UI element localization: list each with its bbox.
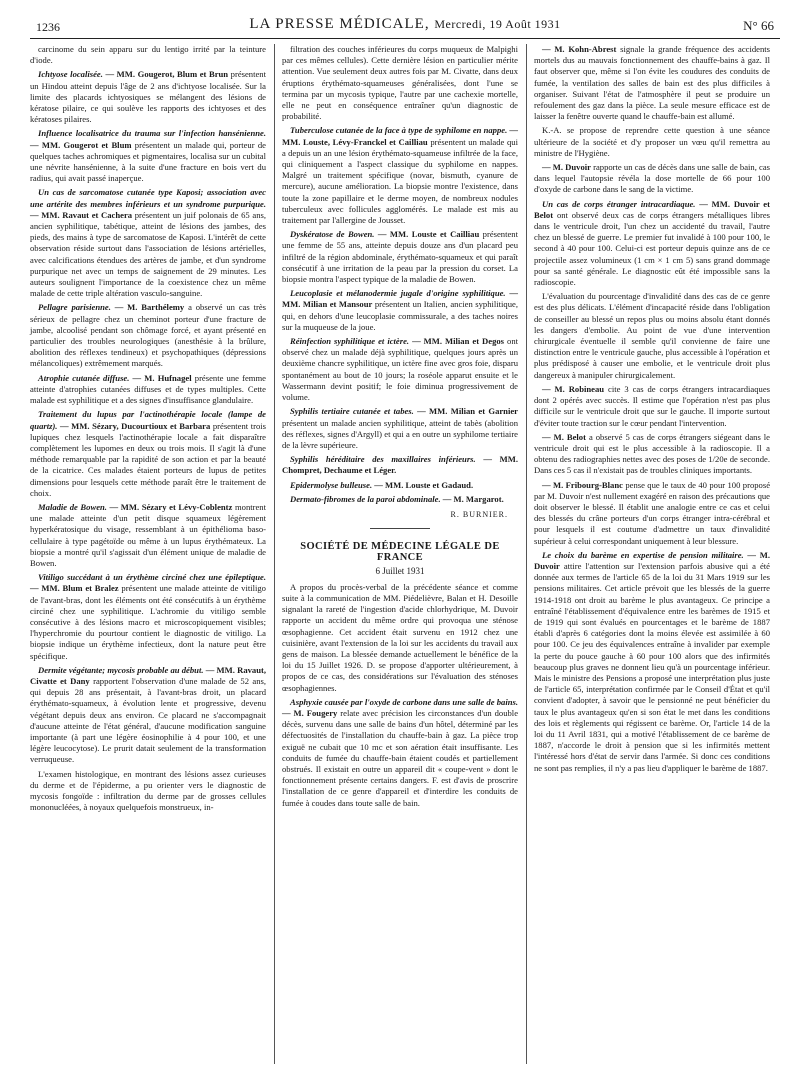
- page-number: 1236: [36, 20, 60, 34]
- masthead: [30, 16, 780, 33]
- paragraph-body: présentent un malade qui a depuis un an une lésion érythémato-squameuse infiltrée de la face, qui cliniquement a l'aspect classique du syphilome en nappes. Malgré un traitement spécifique (novar, bismuth, cyanure de mercure), aucune amélioration. La biopsie montre l'existence, dans toute la zone papillaire et le derme moyen, de nombreux nodules tuberculeux avec follicules agglomérés. Le malade est mis au traitement par l'allergine de Jousset.: [282, 136, 518, 226]
- publication-name: LA PRESSE MÉDICALE,: [249, 16, 430, 32]
- paragraph-title: Influence localisatrice du trauma sur l'infection hansénienne.: [38, 128, 266, 139]
- paragraph-title: Vitiligo succédant à un érythème circiné chez une épileptique.: [38, 572, 266, 583]
- paragraph-body: montrent une malade atteinte d'un petit disque squameux légèrement hyperkératosique du visage, ressemblant à un épithélioma baso-cellulaire à type pagétoïde ou même à un lupus érythémateux. La biopsie a montré qu'il s'agissait d'un élément unique de maladie de Bowen.: [30, 501, 266, 568]
- paragraph-body: cite 3 cas de corps étrangers intracardiaques dont 2 opérés avec succès. Il estime que l'opération n'est pas plus difficile sur le ventricule droit que sur le gauche. Il importe surtout d'éviter toute traction sur le cœur pendant l'intervention.: [534, 383, 770, 428]
- paragraph: [282, 336, 518, 403]
- paragraph-body: présentent un Hindou atteint depuis l'âge de 2 ans d'ichtyose localisée. Sur la limite des placards ichtyosiques se mélangent des lésions de kératose pilaire, ce qui soulève les rapports des ichtyoses et des kératoses pilaires.: [30, 69, 266, 125]
- newspaper-page: [30, 12, 780, 1072]
- paragraph: [282, 288, 518, 333]
- paragraph: [30, 302, 266, 369]
- paragraph: [282, 406, 518, 451]
- paragraph: [534, 550, 770, 774]
- paragraph: [30, 502, 266, 569]
- paragraph-body: signale la grande fréquence des accidents mortels dus au mauvais fonctionnement des chauffe-bains à gaz. Il faut observer que, même si l'on évite les coudures des conduits de fumée, la ventilation des salles de bain est des plus difficiles à organiser. Suivant l'état de l'atmosphère il peut se produire un refoulement des gaz dans la pièce. La seule mesure efficace est de laisser la fenêtre ouverte quand le chauffe-bain est allumé.: [534, 44, 770, 122]
- paragraph-authors: — M. Duvoir: [534, 549, 770, 571]
- paragraph-body: relate avec précision les circonstances d'un double décès, survenu dans une salle de bains d'un hôtel, déterminé par les défectuosités de l'installation du chauffe-bain à gaz. La pièce trop exiguë ne cubait que 10 mc et son aération était insuffisante. Les conduits de fumée du chauffe-bain étaient coudés et partiellement obstrués. Il existait en outre un appareil dit « coupe-vent » dont le fonctionnement présente certains dangers. F. est d'avis de proscrire l'installation de ce genre d'appareil et d'interdire les conduits de fumée à coudes dans toute salle de bain.: [282, 707, 519, 808]
- paragraph-title: Un cas de sarcomatose cutanée type Kaposi; association avec une artérite des membres inférieurs et un syndrome purpurique.: [30, 187, 266, 209]
- paragraph-title: Un cas de corps étranger intracardiaque.: [542, 198, 696, 209]
- paragraph: [30, 128, 266, 184]
- paragraph-authors: — M. Hufnagel: [132, 372, 192, 383]
- paragraph: [30, 373, 266, 407]
- paragraph-authors: — M. Belot: [542, 431, 586, 442]
- paragraph: [282, 44, 518, 122]
- paragraph-title: Epidermolyse bulleuse.: [290, 479, 373, 490]
- paragraph-body: pense que le taux de 40 pour 100 proposé par M. Duvoir n'est nullement exagéré en raison des précautions que doit observer le blessé. Il établit une analogie entre ce cas et celui des blessés du crâne porteurs d'un corps étranger intra-cérébral et pour lesquels il est coutume d'admettre un taux d'invalidité supérieur à celui correspondant uniquement à leur blessure.: [534, 479, 771, 546]
- paragraph: [30, 665, 266, 766]
- paragraph: [282, 125, 518, 226]
- article-columns: [30, 44, 780, 1072]
- paragraph: [534, 480, 770, 547]
- paragraph-body: présentent un juif polonais de 65 ans, ancien syphilitique, tabétique, atteint de lésions des jambes, des pieds, des mains à type de sarcomatose de Kaposi. L'intérêt de cette observation réside surtout dans l'association de lésions artérielles, avec calcifications étendues des artères de jambe, et d'un syndrome purpurique net avec un temps de saignement de 29 minutes. Les auteurs soulignent l'importance de la coexistence chez un même malade de cette triple altération vasculo-sanguine.: [30, 209, 266, 299]
- paragraph: [30, 69, 266, 125]
- paragraph-authors: — MM. Louste et Gadaud.: [374, 479, 474, 490]
- paragraph-body: a observé un cas très sérieux de pellagre chez un cheminot porteur d'une fracture de jambe, alcoolisé pendant son chômage forcé, et ayant présenté en particulier des troubles neurologiques (anesthésie à la brûlure, abolition des réflexes tendineux) et psychopathiques (dépressions mélancoliques) extrêmement marqués.: [30, 302, 266, 369]
- paragraph-authors: — M. Fribourg-Blanc: [542, 479, 623, 490]
- column-3: [534, 44, 770, 777]
- society-date: 6 Juillet 1931: [375, 565, 425, 576]
- paragraph-authors: — MM. Duvoir et Belot: [534, 198, 770, 220]
- paragraph-authors: — M. Kohn-Abrest: [542, 44, 617, 54]
- paragraph: [30, 572, 266, 662]
- paragraph-title: Asphyxie causée par l'oxyde de carbone dans une salle de bains.: [290, 696, 518, 707]
- paragraph-body: ont observé deux cas de corps étrangers métalliques libres dans le ventricule droit, l'un chez un accidenté du travail, l'autre chez un blessé de guerre. Le premier fut invalidé à 100 pour 100, le second à 40 pour 100. Celui-ci est porteur depuis quinze ans de ce projectile assez volumineux (1 cm × 1 cm 5) sans grand dommage pour sa santé générale. Le diagnostic eût été impossible sans la radioscopie.: [534, 209, 770, 288]
- paragraph: [282, 494, 518, 505]
- paragraph-authors: — M. Duvoir: [542, 162, 591, 173]
- paragraph-authors: — MM. Chompret, Dechaume et Léger.: [282, 454, 518, 476]
- paragraph: [534, 162, 770, 196]
- paragraph: [534, 291, 770, 381]
- paragraph-authors: — MM. Ravaut, Civatte et Dany: [30, 664, 266, 686]
- paragraph-authors: — MM. Sézary, Ducourtioux et Barbara: [60, 420, 211, 431]
- paragraph-body: carcinome du sein apparu sur du lentigo irrité par la teinture d'iode.: [30, 44, 266, 66]
- paragraph: [534, 125, 770, 159]
- paragraph: [30, 409, 266, 499]
- paragraph-title: Traitement du lupus par l'actinothérapie locale (lampe de quartz).: [30, 409, 266, 431]
- paragraph-title: Le choix du barème en expertise de pension militaire.: [542, 549, 744, 560]
- paragraph: [282, 697, 518, 809]
- paragraph-body: présentent un Italien, ancien syphilitique, qui, en dehors d'une leucoplasie commissurale, a des taches noires sur la muqueuse de la joue.: [282, 299, 518, 332]
- page-header: [30, 12, 780, 39]
- paragraph: [30, 187, 266, 299]
- paragraph-title: Réinfection syphilitique et ictère.: [290, 336, 410, 347]
- society-title: SOCIÉTÉ DE MÉDECINE LÉGALE DE FRANCE: [300, 541, 500, 564]
- column-1: [30, 44, 266, 816]
- column-divider: [274, 44, 275, 1064]
- paragraph-title: Dermite végétante; mycosis probable au début.: [38, 664, 204, 675]
- paragraph-body: attire l'attention sur l'extension parfois abusive qui a été donnée aux termes de l'article 65 de la loi du 31 Mars 1919 sur les pensions militaires. Cet article prévoit que les blessés de la guerre 1914-1918 ont droit au barème le plus avantageux. Ce principe a entraîné l'établissement d'équivalence entre les barèmes de 1915 et de 1919 qui sont évalués en pourcentages et le barème de 1887 établi d'après 6 catégories dont la moins élevée est assimilée à 60 pour 100. Ce jeu des équivalences entraîne à invalider par exemple la perte du pouce gauche à 60 pour 100 alors que des infirmités beaucoup plus graves ne donnent lieu qu'à un pourcentage inférieur. Mais le ministre des Pensions a proposé une interprétation plus juste de l'article 65, interprétation confirmée par le Conseil d'État et qu'il convient d'adopter, à savoir que le pensionné ne peut bénéficier du taux le plus avantageux qu'en si son état le met dans les conditions des lois et règlements qui régissent ce barème. Or, l'article 14 de la loi du 11 Avril 1831, qui a motivé l'établissement de ce barème de 1887, n'accorde le droit à pension que si les infirmités mettent l'intéressé hors d'état de servir dans l'armée. Si donc ces conditions ne sont pas remplies, il n'y a pas lieu d'appliquer le barème de 1887.: [534, 560, 770, 773]
- paragraph-title: Syphilis tertiaire cutanée et tabes.: [290, 406, 414, 417]
- paragraph-body: L'évaluation du pourcentage d'invalidité dans des cas de ce genre est des plus délicats. L'élément d'incapacité réside dans l'obligation de conseiller au blessé un repos plus ou moins absolu étant donnés les dangers d'embolie. Au point de vue d'une intervention chirurgicale éventuelle il semble qu'il convienne de faire une distinction entre le ventricule gauche, plus accessible à l'opération et plus prédisposé à causer une embolie, et le ventricule droit plus dangereux à manipuler chirurgicalement.: [534, 291, 770, 380]
- paragraph-authors: — M. Fougery: [282, 707, 338, 718]
- paragraph-body: présentent une malade atteinte de vitiligo de l'avant-bras, dont les éléments ont été consécutifs à un érythème circiné chez une syphilitique. L'achromie du vitiligo semble consécutive à des lésions macro et microscopiquement visibles; l'hyperchromie du pourtour contient le diagnostic de vitiligo. La biopsie indique un érythème infectieux, dont la nature peut être spécifique.: [30, 583, 266, 661]
- column-2-legal-medicine: [282, 582, 518, 809]
- paragraph-authors: — MM. Gougerot et Blum: [30, 139, 132, 150]
- paragraph-title: Ichtyose localisée.: [38, 69, 103, 80]
- paragraph-authors: — MM. Milian et Degos: [412, 336, 505, 347]
- paragraph-title: Pellagre parisienne.: [38, 302, 111, 313]
- column-divider: [526, 44, 527, 1064]
- paragraph-title: Tuberculose cutanée de la face à type de syphilome en nappe.: [290, 125, 508, 136]
- paragraph-authors: — MM. Milian et Mansour: [282, 288, 518, 310]
- paragraph-body: filtration des couches inférieures du corps muqueux de Malpighi par ces mêmes cellules). Cette dernière lésion en particulier mérite attention. Vue seulement deux autres fois par M. Civatte, dans deux éruptions érythémato-squameuses généralisées, dont l'une se termina par un mycosis typique, l'autre par une cachexie mortelle, elle ne peut en conséquence entraîner qu'un diagnostic de probabilité.: [282, 44, 518, 122]
- paragraph-body: présentent une femme de 55 ans, atteinte depuis douze ans d'un placard peu infiltré de la région abdominale, érythémato-squameux et qui paraît consécutif à une irritation de la peau par la pression du corset. La biopsie montra l'aspect typique de la maladie de Bowen.: [282, 229, 518, 285]
- paragraph: [30, 44, 266, 66]
- paragraph: [282, 480, 518, 491]
- paragraph-authors: — MM. Blum et Bralez: [30, 583, 119, 594]
- paragraph: [534, 384, 770, 429]
- paragraph: [30, 769, 266, 814]
- paragraph-title: Dyskératose de Bowen.: [290, 229, 375, 240]
- paragraph-authors: — MM. Louste et Cailliau: [377, 229, 480, 240]
- author-signature: R. BURNIER.: [450, 509, 508, 519]
- issue-date: Mercredi, 19 Août 1931: [434, 17, 561, 31]
- paragraph: [534, 432, 770, 477]
- paragraph-body: rapportent l'observation d'une malade de 52 ans, qui depuis 28 ans présentait, à l'avant-bras droit, un placard érythémato-squameux, à évolution lente et progressive, devenu végétant depuis deux ans environ. Ce placard ne s'accompagnait d'aucune atteinte de l'état général, d'aucune modification sanguine importante (à part une légère éosinophilie à 4 pour 100, et une légère leucocytose). Le prurit datait seulement de la transformation verruqueuse.: [30, 675, 266, 765]
- paragraph-body: présentent trois lupiques chez lesquels l'actinothérapie locale a fait disparaître complètement les lupomes en deux ou trois mois. Il s'agit là d'une méthode remarquable par la rapidité de son action et par la beauté de la cicatrice. Ces malades étaient porteurs de lupus de petites dimensions pour lesquels cette méthode paraît être le traitement de choix.: [30, 420, 266, 498]
- section-divider: [370, 528, 430, 529]
- issue-number: N° 66: [743, 18, 774, 33]
- paragraph-body: présentent un malade qui, porteur de quelques taches achromiques et pigmentaires, localisa sur un cubital une névrite hansénienne, à la suite d'une fracture en bois vert du radius, qui avait passé inaperçue.: [30, 139, 266, 184]
- paragraph-body: a observé 5 cas de corps étrangers siégeant dans le ventricule droit qui est le plus accessible à la radioscopie. Il a obtenu des radiographies nettes avec des poses de 1/20e de seconde. Dans ces 5 cas il n'existait pas de troubles cliniques importants.: [534, 431, 770, 476]
- column-2-dermatology: [282, 44, 518, 505]
- paragraph: [282, 582, 518, 694]
- paragraph-authors: — M. Margarot.: [442, 493, 504, 504]
- paragraph-authors: — MM. Louste, Lévy-Franckel et Cailliau: [282, 125, 518, 147]
- paragraph-authors: — MM. Gougerot, Blum et Brun: [105, 69, 229, 80]
- column-2: [282, 44, 518, 812]
- paragraph: [534, 44, 770, 122]
- paragraph-title: Dermato-fibromes de la paroi abdominale.: [290, 493, 441, 504]
- paragraph-body: K.-A. se propose de reprendre cette question à une séance ultérieure de la société et d'y proposer un vœu qu'il remettra au ministre de l'Hygiène.: [534, 125, 770, 158]
- paragraph-body: A propos du procès-verbal de la précédente séance et comme suite à la communication de MM. Piédelièvre, Balan et H. Desoille signalant la rareté de l'ingestion d'acide chlorhydrique, M. Duvoir rapporte un accident du même ordre qui provoqua une sténose œsophagienne. Cet accident était survenu en 1912 chez une cuisinière, avant l'extension de la loi sur les accidents du travail aux gens de maison. La blessée demande actuellement le bénéfice de la loi du 15 Juillet 1926. D. se propose d'apporter ultérieurement, à propos de ce cas, des considérations sur l'évaluation des sténoses œsophagiennes.: [282, 581, 518, 693]
- paragraph-authors: — MM. Milian et Garnier: [417, 406, 518, 417]
- paragraph-title: Maladie de Bowen.: [38, 501, 107, 512]
- paragraph-body: rapporte un cas de décès dans une salle de bain, cas dans lequel l'autopsie révéla la dose mortelle de 66 pour 100 d'oxyde de carbone dans le sang de la victime.: [534, 162, 770, 195]
- paragraph-title: Atrophie cutanée diffuse.: [38, 372, 130, 383]
- paragraph-authors: — M. Robineau: [542, 383, 605, 394]
- paragraph: [282, 229, 518, 285]
- paragraph-authors: — M. Barthélemy: [114, 302, 185, 313]
- paragraph-authors: — MM. Ravaut et Cachera: [30, 209, 133, 220]
- paragraph-body: présentent un malade ancien syphilitique, atteint de tabès (abolition des réflexes, signes d'Argyll) et qui a en outre un syphilome tertiaire de la lèvre supérieure.: [282, 417, 518, 450]
- paragraph-authors: — MM. Sézary et Lévy-Coblentz: [109, 501, 233, 512]
- paragraph-title: Leucoplasie et mélanodermie jugale d'origine syphilitique.: [290, 288, 506, 299]
- paragraph-body: L'examen histologique, en montrant des lésions assez curieuses du derme et de l'épiderme, a pu orienter vers le diagnostic de mycosis fongoïde : infiltration du derme par de grosses cellules mononucléées, à noyaux quelquefois monstrueux, in-: [30, 768, 266, 813]
- paragraph: [534, 199, 770, 289]
- paragraph-title: Syphilis héréditaire des maxillaires inférieurs.: [290, 454, 476, 465]
- paragraph: [282, 454, 518, 476]
- paragraph-body: ont observé chez un malade déjà syphilitique, quelques jours après un deuxième chancre syphilitique, un ictère fine avec gros foie, disparu spontanément au bout de 10 jours; la roséole apparut ensuite et le Wassermann devint positif; le foie diminua progressivement de volume.: [282, 336, 519, 403]
- paragraph-body: présente une femme atteinte d'atrophies cutanées diffuses et de types multiples. Cette malade est syphilitique et a des signes d'insuffisance glandulaire.: [30, 372, 266, 406]
